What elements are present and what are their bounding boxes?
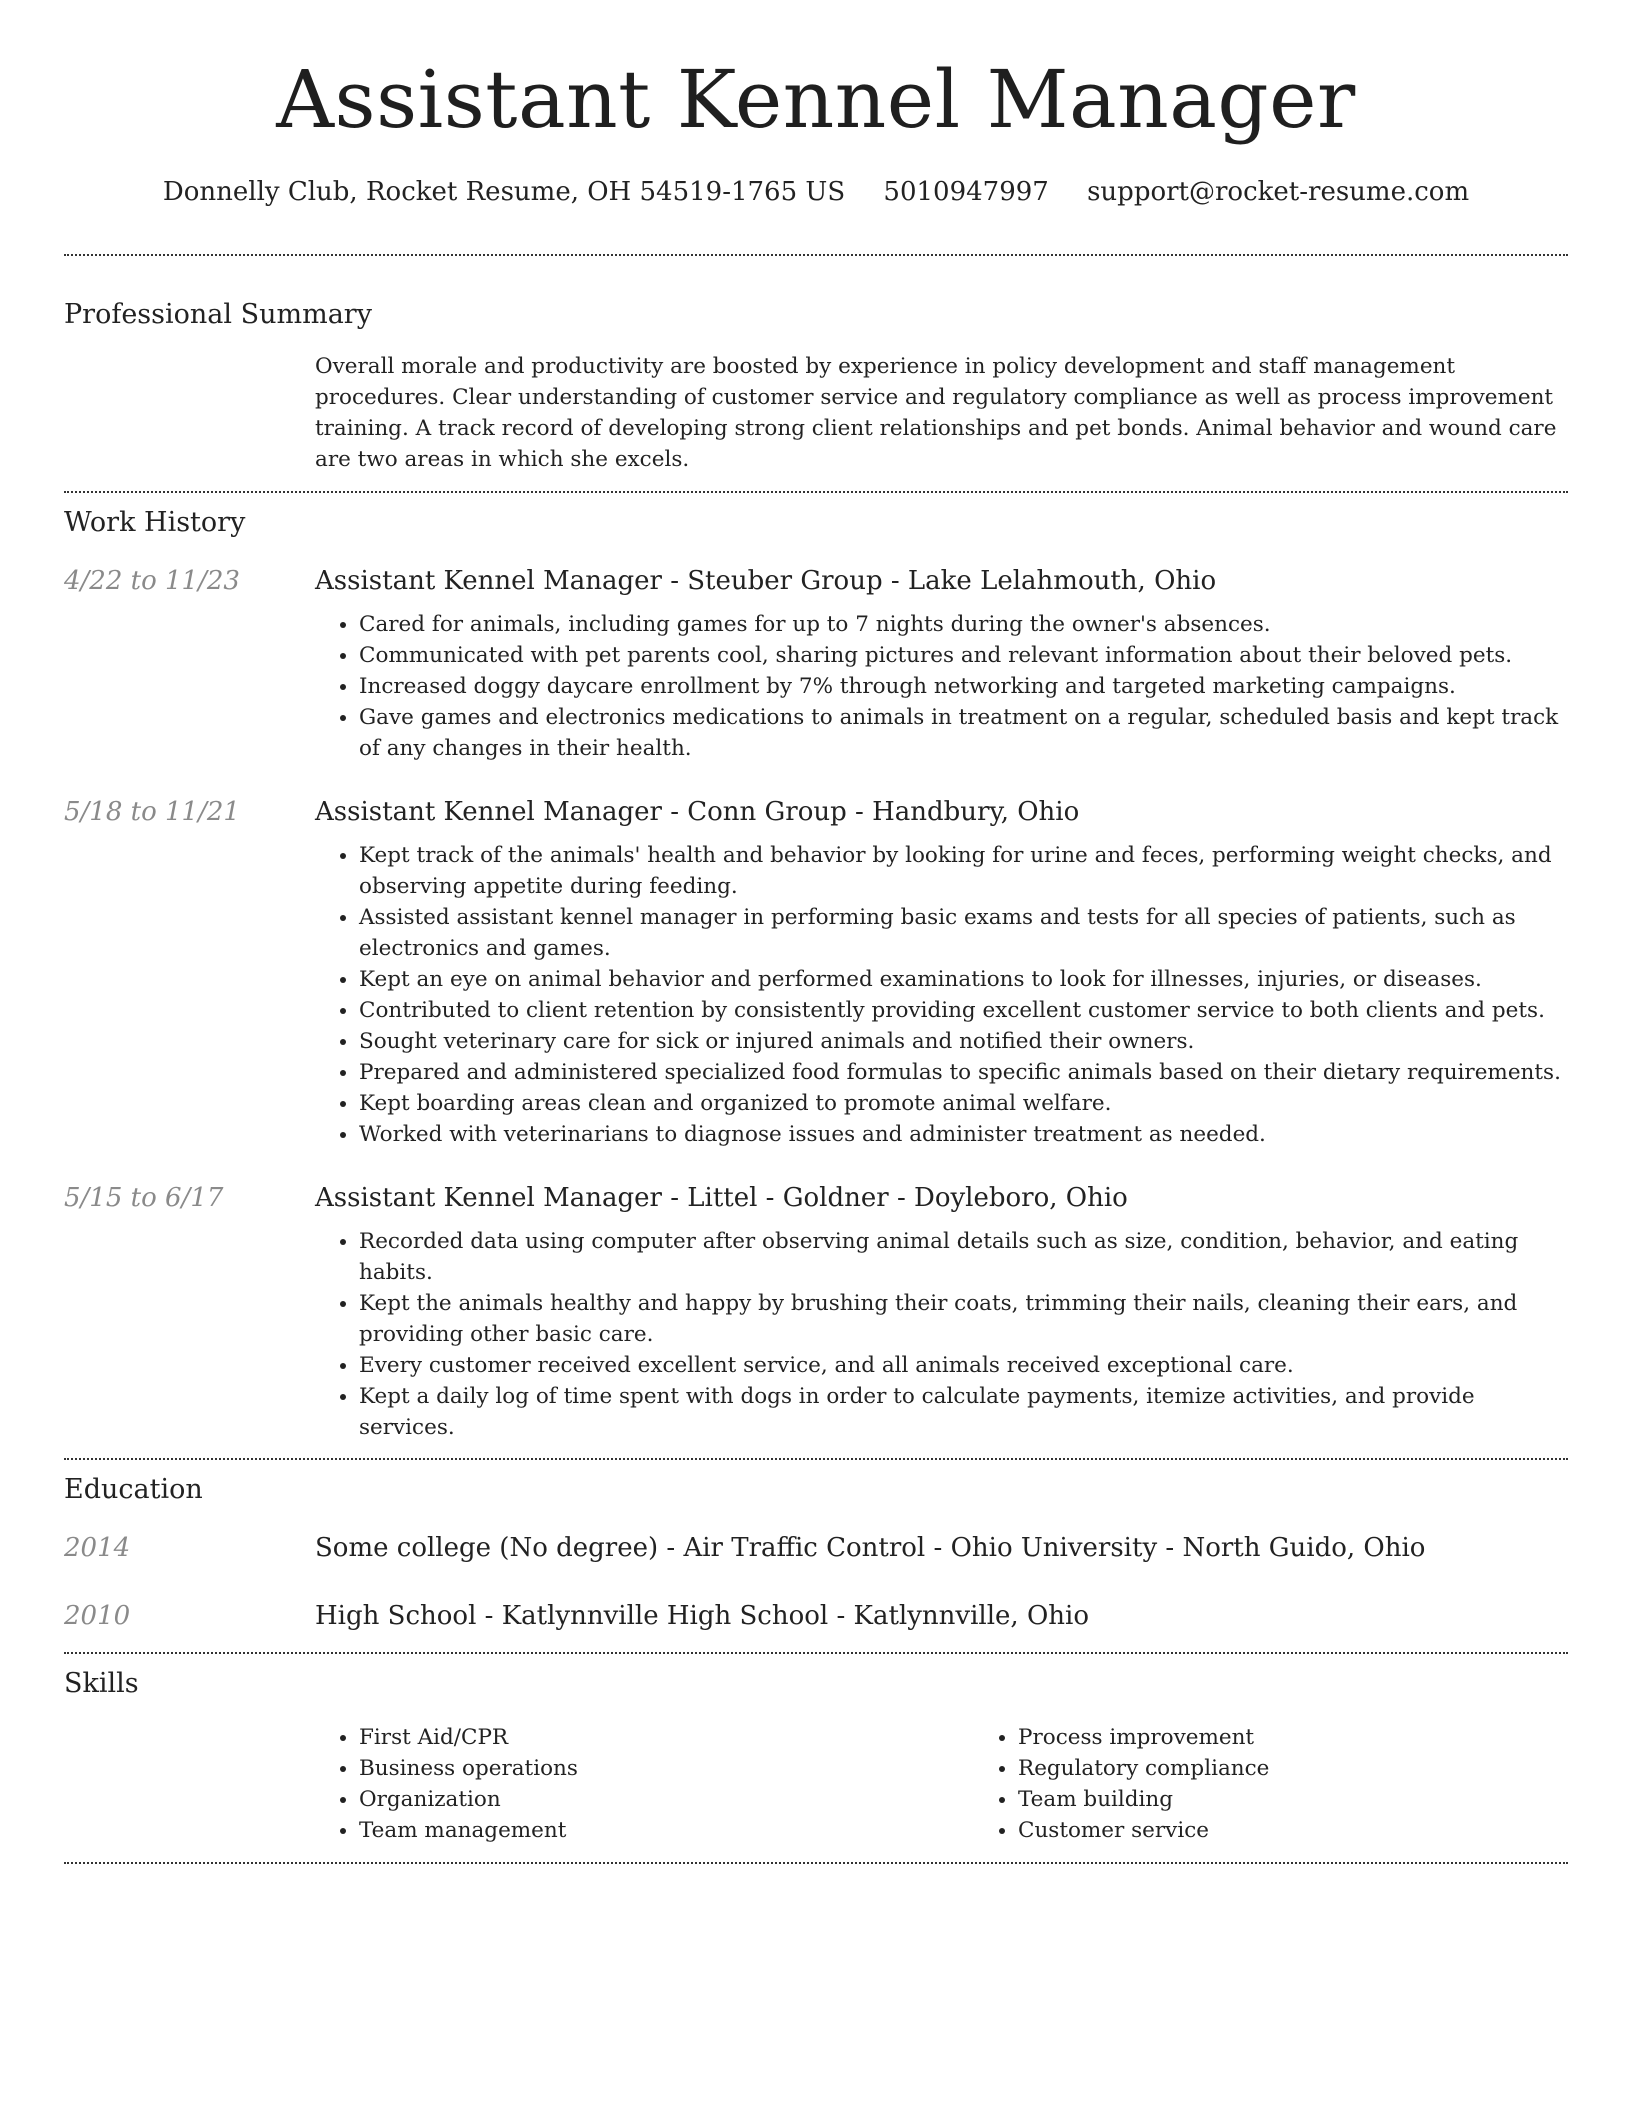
- skill-item: • First Aid/CPR: [359, 1722, 974, 1753]
- list-item: • Contributed to client retention by consistently providing excellent customer service to both clients and pets.: [359, 995, 1568, 1026]
- contact-line: [64, 172, 1568, 212]
- skill-item: • Regulatory compliance: [1018, 1753, 1632, 1784]
- job-dates: 4/22 to 11/23: [64, 566, 240, 596]
- education-entry: [64, 1598, 1568, 1634]
- job-dates: 5/15 to 6/17: [64, 1183, 224, 1213]
- education-heading: Education: [64, 1474, 203, 1505]
- job-entry: [64, 563, 1568, 764]
- list-item: • Every customer received excellent service, and all animals received exceptional care.: [359, 1350, 1568, 1381]
- list-item: • Kept boarding areas clean and organized to promote animal welfare.: [359, 1088, 1568, 1119]
- job-title: Assistant Kennel Manager - Littel - Goldner - Doyleboro, Ohio: [315, 1183, 1128, 1213]
- job-title: Assistant Kennel Manager - Conn Group - Handbury, Ohio: [315, 797, 1080, 827]
- summary-heading: Professional Summary: [64, 299, 372, 330]
- list-item: • Kept an eye on animal behavior and performed examinations to look for illnesses, injuries, or diseases.: [359, 964, 1568, 995]
- list-item: • Kept the animals healthy and happy by brushing their coats, trimming their nails, cleaning their ears, and providing other basic care.: [359, 1288, 1568, 1350]
- divider: [64, 1652, 1568, 1654]
- skills-list-left: [315, 1722, 974, 1846]
- candidate-name: Assistant Kennel Manager: [276, 53, 1356, 146]
- list-item: • Kept track of the animals' health and behavior by looking for urine and feces, performing weight checks, and observing appetite during feeding.: [359, 840, 1568, 902]
- divider: [64, 254, 1568, 256]
- job-dates: 5/18 to 11/21: [64, 797, 240, 827]
- education-year: 2014: [64, 1533, 131, 1563]
- job-bullets: [315, 840, 1568, 1150]
- contact-email: support@rocket-resume.com: [1087, 177, 1470, 207]
- work-history-heading: Work History: [64, 507, 246, 538]
- divider: [64, 1458, 1568, 1460]
- skill-item: • Process improvement: [1018, 1722, 1632, 1753]
- list-item: • Prepared and administered specialized food formulas to specific animals based on their dietary requirements.: [359, 1057, 1568, 1088]
- job-bullets: [315, 609, 1568, 764]
- job-entry: [64, 794, 1568, 1150]
- list-item: • Sought veterinary care for sick or injured animals and notified their owners.: [359, 1026, 1568, 1057]
- skill-item: • Team management: [359, 1815, 974, 1846]
- skill-item: • Organization: [359, 1784, 974, 1815]
- resume-page: [64, 0, 1568, 1864]
- job-bullets: [315, 1226, 1568, 1443]
- list-item: • Assisted assistant kennel manager in performing basic exams and tests for all species of patients, such as electronics and games.: [359, 902, 1568, 964]
- skills-list-right: [974, 1722, 1632, 1846]
- job-title: Assistant Kennel Manager - Steuber Group - Lake Lelahmouth, Ohio: [315, 566, 1217, 596]
- education-title: Some college (No degree) - Air Traffic Control - Ohio University - North Guido, Ohio: [315, 1533, 1426, 1563]
- divider: [64, 491, 1568, 493]
- contact-phone: 5010947997: [883, 177, 1049, 207]
- skill-item: • Customer service: [1018, 1815, 1632, 1846]
- skills-heading: Skills: [64, 1668, 139, 1699]
- list-item: • Communicated with pet parents cool, sharing pictures and relevant information about their beloved pets.: [359, 640, 1568, 671]
- education-entry: [64, 1530, 1568, 1566]
- list-item: • Kept a daily log of time spent with dogs in order to calculate payments, itemize activities, and provide services.: [359, 1381, 1568, 1443]
- divider: [64, 1862, 1568, 1864]
- contact-address: Donnelly Club, Rocket Resume, OH 54519-1765 US: [162, 177, 846, 207]
- list-item: • Cared for animals, including games for up to 7 nights during the owner's absences.: [359, 609, 1568, 640]
- job-entry: [64, 1180, 1568, 1443]
- list-item: • Recorded data using computer after observing animal details such as size, condition, behavior, and eating habits.: [359, 1226, 1568, 1288]
- education-title: High School - Katlynnville High School - Katlynnville, Ohio: [315, 1601, 1089, 1631]
- skills-row: [64, 1722, 1568, 1846]
- skill-item: • Business operations: [359, 1753, 974, 1784]
- list-item: • Gave games and electronics medications to animals in treatment on a regular, scheduled basis and kept track of any changes in their health.: [359, 702, 1568, 764]
- education-year: 2010: [64, 1601, 131, 1631]
- list-item: • Worked with veterinarians to diagnose issues and administer treatment as needed.: [359, 1119, 1568, 1150]
- skill-item: • Team building: [1018, 1784, 1632, 1815]
- summary-row: [64, 351, 1568, 475]
- summary-text: Overall morale and productivity are boosted by experience in policy development and staff management procedures. Clear understanding of customer service and regulatory compliance as well as process improvement training. A track record of developing strong client relationships and pet bonds. Animal behavior and wound care are two areas in which she excels.: [315, 354, 1557, 472]
- list-item: • Increased doggy daycare enrollment by 7% through networking and targeted marketing campaigns.: [359, 671, 1568, 702]
